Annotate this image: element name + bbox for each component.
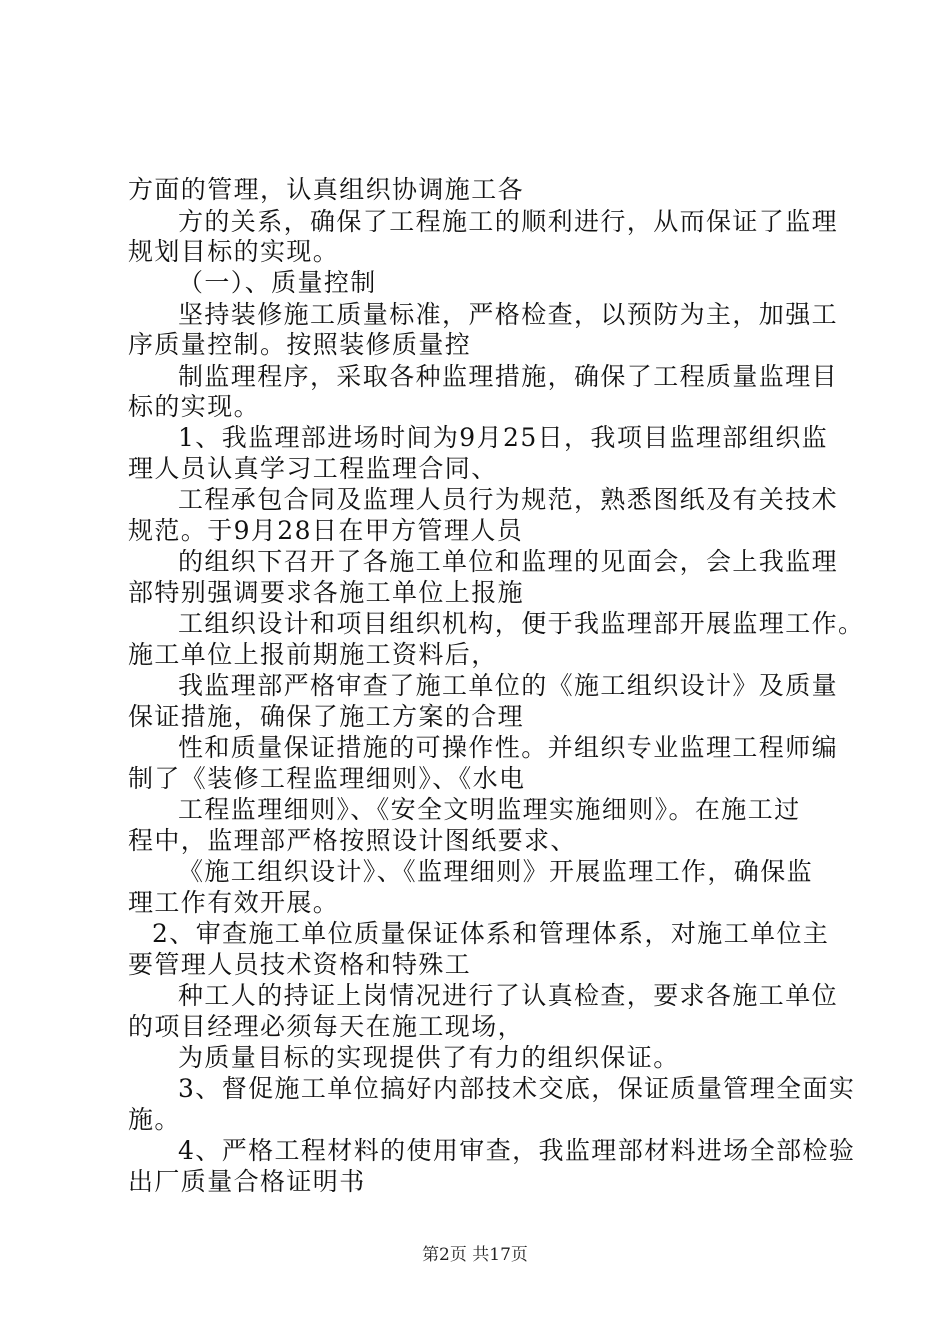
text-line: 理工作有效开展。	[128, 888, 340, 917]
text-line: 2、审查施工单位质量保证体系和管理体系，对施工单位主	[152, 919, 830, 948]
text-line: 坚持装修施工质量标准，严格检查，以预防为主，加强工	[178, 300, 839, 329]
text-line: 方面的管理，认真组织协调施工各	[128, 175, 525, 204]
text-line: 《施工组织设计》、《监理细则》开展监理工作，确保监	[178, 857, 814, 886]
text-line: 方的关系，确保了工程施工的顺利进行，从而保证了监理	[178, 207, 839, 236]
text-line: 规划目标的实现。	[128, 237, 340, 266]
text-line: 4、严格工程材料的使用审查，我监理部材料进场全部检验	[178, 1136, 856, 1165]
text-line: 1、我监理部进场时间为9月25日，我项目监理部组织监	[178, 423, 829, 452]
text-line: 的组织下召开了各施工单位和监理的见面会，会上我监理	[178, 547, 839, 576]
text-line: 制监理程序，采取各种监理措施，确保了工程质量监理目	[178, 362, 839, 391]
page-number: 第2页 共17页	[422, 1245, 528, 1265]
text-line: 要管理人员技术资格和特殊工	[128, 950, 472, 979]
text-line: 规范。于9月28日在甲方管理人员	[128, 516, 524, 545]
text-line: 3、督促施工单位搞好内部技术交底，保证质量管理全面实	[178, 1074, 856, 1103]
text-line: 部特别强调要求各施工单位上报施	[128, 578, 525, 607]
text-line: 程中，监理部严格按照设计图纸要求、	[128, 826, 577, 855]
text-line: 序质量控制。按照装修质量控	[128, 330, 472, 359]
text-line: 我监理部严格审查了施工单位的《施工组织设计》及质量	[178, 671, 839, 700]
text-line: 工程承包合同及监理人员行为规范，熟悉图纸及有关技术	[178, 485, 839, 514]
text-line: 标的实现。	[128, 392, 261, 421]
section-heading: （一）、质量控制	[178, 268, 377, 297]
text-line: 性和质量保证措施的可操作性。并组织专业监理工程师编	[178, 733, 839, 762]
text-line: 理人员认真学习工程监理合同、	[128, 454, 498, 483]
text-line: 工程监理细则》、《安全文明监理实施细则》。在施工过	[178, 795, 801, 824]
text-line: 施。	[128, 1105, 181, 1134]
text-line: 为质量目标的实现提供了有力的组织保证。	[178, 1043, 680, 1072]
text-line: 种工人的持证上岗情况进行了认真检查，要求各施工单位	[178, 981, 839, 1010]
text-line: 施工单位上报前期施工资料后，	[128, 640, 498, 669]
text-line: 保证措施，确保了施工方案的合理	[128, 702, 525, 731]
text-line: 工组织设计和项目组织机构，便于我监理部开展监理工作。	[178, 609, 865, 638]
text-line: 制了《装修工程监理细则》、《水电	[128, 764, 526, 793]
text-line: 出厂质量合格证明书	[128, 1167, 366, 1196]
text-line: 的项目经理必须每天在施工现场，	[128, 1012, 525, 1041]
